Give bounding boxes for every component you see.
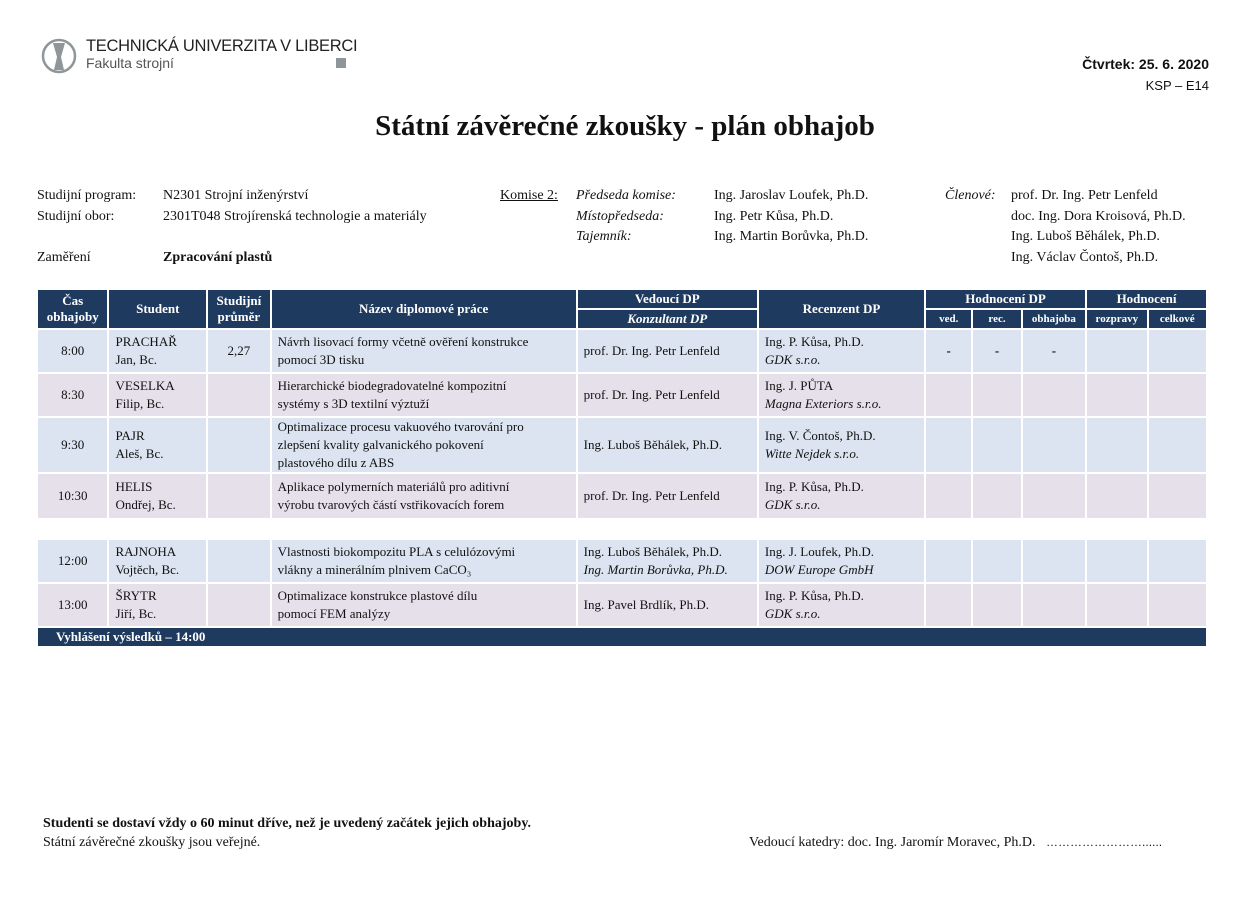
focus-label: Zaměření: [37, 250, 91, 265]
university-logo: [40, 37, 360, 77]
row-avg: 2,27: [208, 330, 269, 372]
row-eval-sup: [926, 540, 971, 582]
vicechair-value: Ing. Petr Kůsa, Ph.D.: [714, 209, 834, 224]
row-time: 8:00: [38, 330, 107, 372]
row-thesis: Optimalizace konstrukce plastové dílu pomocí FEM analýzy: [272, 584, 576, 626]
members-label: Členové:: [945, 188, 996, 203]
secretary-value: Ing. Martin Borůvka, Ph.D.: [714, 229, 869, 244]
member: doc. Ing. Dora Kroisová, Ph.D.: [1011, 209, 1186, 224]
header-student: Student: [109, 290, 206, 328]
row-eval-total: [1149, 540, 1206, 582]
header-avg: Studijní průměr: [208, 290, 269, 328]
field-label: Studijní obor:: [37, 209, 115, 224]
row-eval-rec: [973, 584, 1020, 626]
row-time: 8:30: [38, 374, 107, 416]
row-student: HELIS Ondřej, Bc.: [109, 474, 206, 518]
row-eval-sup: [926, 374, 971, 416]
faculty-name: Fakulta strojní: [86, 55, 174, 71]
announcement-text: Vyhlášení výsledků – 14:00: [38, 628, 1206, 646]
member: Ing. Luboš Běhálek, Ph.D.: [1011, 229, 1160, 244]
program-label: Studijní program:: [37, 188, 137, 203]
row-time: 9:30: [38, 418, 107, 472]
row-eval-def: [1023, 374, 1085, 416]
exam-date: Čtvrtek: 25. 6. 2020: [1082, 56, 1209, 72]
header-supervisor: Vedoucí DP: [578, 290, 757, 308]
row-eval-def: [1023, 584, 1085, 626]
vicechair-label: Místopředseda:: [576, 209, 664, 224]
row-avg: [208, 584, 269, 626]
row-thesis: Vlastnosti biokompozitu PLA s celulózovými vlákny a minerálním plnivem CaCO₃: [272, 540, 576, 582]
logo-square: [336, 58, 346, 68]
row-eval-total: [1149, 584, 1206, 626]
announcement-row: [38, 628, 1206, 646]
row-student: PRACHAŘ Jan, Bc.: [109, 330, 206, 372]
row-thesis: Hierarchické biodegradovatelné kompozitní systémy s 3D textilní výztuží: [272, 374, 576, 416]
header-eval-sup: ved.: [926, 310, 971, 328]
row-reviewer: Ing. P. Kůsa, Ph.D. GDK s.r.o.: [759, 584, 924, 626]
row-avg: [208, 418, 269, 472]
row-student: RAJNOHA Vojtěch, Bc.: [109, 540, 206, 582]
row-eval-total: [1149, 330, 1206, 372]
row-eval-total: [1149, 474, 1206, 518]
field-value: 2301T048 Strojírenská technologie a materiály: [163, 209, 427, 224]
row-eval-disc: [1087, 418, 1146, 472]
committee-label: Komise 2:: [500, 188, 558, 203]
page-title: Státní závěrečné zkoušky - plán obhajob: [375, 110, 875, 142]
secretary-label: Tajemník:: [576, 229, 632, 244]
row-thesis: Aplikace polymerních materiálů pro aditivní výrobu tvarových částí vstřikovacích forem: [272, 474, 576, 518]
row-eval-rec: [973, 540, 1020, 582]
footer-note-arrival: Studenti se dostaví vždy o 60 minut dříve, než je uvedený začátek jejich obhajoby.: [43, 816, 532, 831]
table-gap: [38, 520, 1206, 538]
row-supervisor: prof. Dr. Ing. Petr Lenfeld: [578, 374, 757, 416]
row-reviewer: Ing. V. Čontoš, Ph.D. Witte Nejdek s.r.o.: [759, 418, 924, 472]
row-supervisor: Ing. Luboš Běhálek, Ph.D.: [578, 418, 757, 472]
header-time: Čas obhajoby: [38, 290, 107, 328]
row-supervisor: Ing. Luboš Běhálek, Ph.D. Ing. Martin Borůvka, Ph.D.: [578, 540, 757, 582]
row-student: ŠRYTR Jiří, Bc.: [109, 584, 206, 626]
row-eval-disc: [1087, 474, 1146, 518]
row-eval-disc: [1087, 330, 1146, 372]
row-student: PAJR Aleš, Bc.: [109, 418, 206, 472]
table-row: [38, 374, 1206, 416]
header-eval-disc: rozpravy: [1087, 310, 1146, 328]
row-eval-sup: -: [926, 330, 971, 372]
row-supervisor: prof. Dr. Ing. Petr Lenfeld: [578, 474, 757, 518]
row-reviewer: Ing. J. Loufek, Ph.D. DOW Europe GmbH: [759, 540, 924, 582]
row-avg: [208, 540, 269, 582]
row-eval-total: [1149, 418, 1206, 472]
row-eval-def: -: [1023, 330, 1085, 372]
table-row: [38, 330, 1206, 372]
member: Ing. Václav Čontoš, Ph.D.: [1011, 250, 1159, 265]
row-eval-rec: [973, 374, 1020, 416]
row-eval-def: [1023, 474, 1085, 518]
row-time: 13:00: [38, 584, 107, 626]
header-eval-rec: rec.: [973, 310, 1020, 328]
row-reviewer: Ing. P. Kůsa, Ph.D. GDK s.r.o.: [759, 330, 924, 372]
header-reviewer: Recenzent DP: [759, 290, 924, 328]
chair-value: Ing. Jaroslav Loufek, Ph.D.: [714, 188, 869, 203]
header-consultant: Konzultant DP: [578, 310, 757, 328]
program-value: N2301 Strojní inženýrství: [163, 188, 309, 203]
exam-room: KSP – E14: [1145, 78, 1209, 93]
row-time: 12:00: [38, 540, 107, 582]
row-reviewer: Ing. J. PŮTA Magna Exteriors s.r.o.: [759, 374, 924, 416]
header-eval: Hodnocení: [1087, 290, 1206, 308]
row-eval-sup: [926, 584, 971, 626]
footer-department-head: [749, 835, 1162, 851]
row-eval-sup: [926, 418, 971, 472]
row-eval-rec: [973, 474, 1020, 518]
header-eval-dp: Hodnocení DP: [926, 290, 1085, 308]
row-thesis: Optimalizace procesu vakuového tvarování pro zlepšení kvality galvanického pokovení plastového dílu z ABS: [272, 418, 576, 472]
footer-note-public: Státní závěrečné zkoušky jsou veřejné.: [43, 835, 261, 850]
row-eval-disc: [1087, 584, 1146, 626]
header-eval-def: obhajoba: [1023, 310, 1085, 328]
table-row: [38, 474, 1206, 518]
row-reviewer: Ing. P. Kůsa, Ph.D. GDK s.r.o.: [759, 474, 924, 518]
table-row: [38, 418, 1206, 472]
row-eval-disc: [1087, 540, 1146, 582]
row-eval-sup: [926, 474, 971, 518]
row-eval-disc: [1087, 374, 1146, 416]
row-eval-def: [1023, 418, 1085, 472]
row-supervisor: prof. Dr. Ing. Petr Lenfeld: [578, 330, 757, 372]
row-eval-rec: [973, 418, 1020, 472]
university-emblem-icon: [40, 37, 78, 75]
row-time: 10:30: [38, 474, 107, 518]
row-supervisor: Ing. Pavel Brdlík, Ph.D.: [578, 584, 757, 626]
department-head-label: Vedoucí katedry: doc. Ing. Jaromír Moravec, Ph.D.: [749, 835, 1036, 850]
focus-value: Zpracování plastů: [163, 250, 273, 265]
row-eval-rec: -: [973, 330, 1020, 372]
member: prof. Dr. Ing. Petr Lenfeld: [1011, 188, 1158, 203]
header-eval-total: celkové: [1149, 310, 1206, 328]
row-eval-def: [1023, 540, 1085, 582]
row-avg: [208, 374, 269, 416]
table-row: [38, 540, 1206, 582]
row-avg: [208, 474, 269, 518]
chair-label: Předseda komise:: [576, 188, 676, 203]
defense-schedule-table: [36, 288, 1208, 648]
row-eval-total: [1149, 374, 1206, 416]
university-name: TECHNICKÁ UNIVERZITA V LIBERCI: [86, 37, 358, 55]
row-thesis: Návrh lisovací formy včetně ověření konstrukce pomocí 3D tisku: [272, 330, 576, 372]
signature-line: ……………………......: [1046, 835, 1163, 849]
table-row: [38, 584, 1206, 626]
row-student: VESELKA Filip, Bc.: [109, 374, 206, 416]
header-thesis: Název diplomové práce: [272, 290, 576, 328]
